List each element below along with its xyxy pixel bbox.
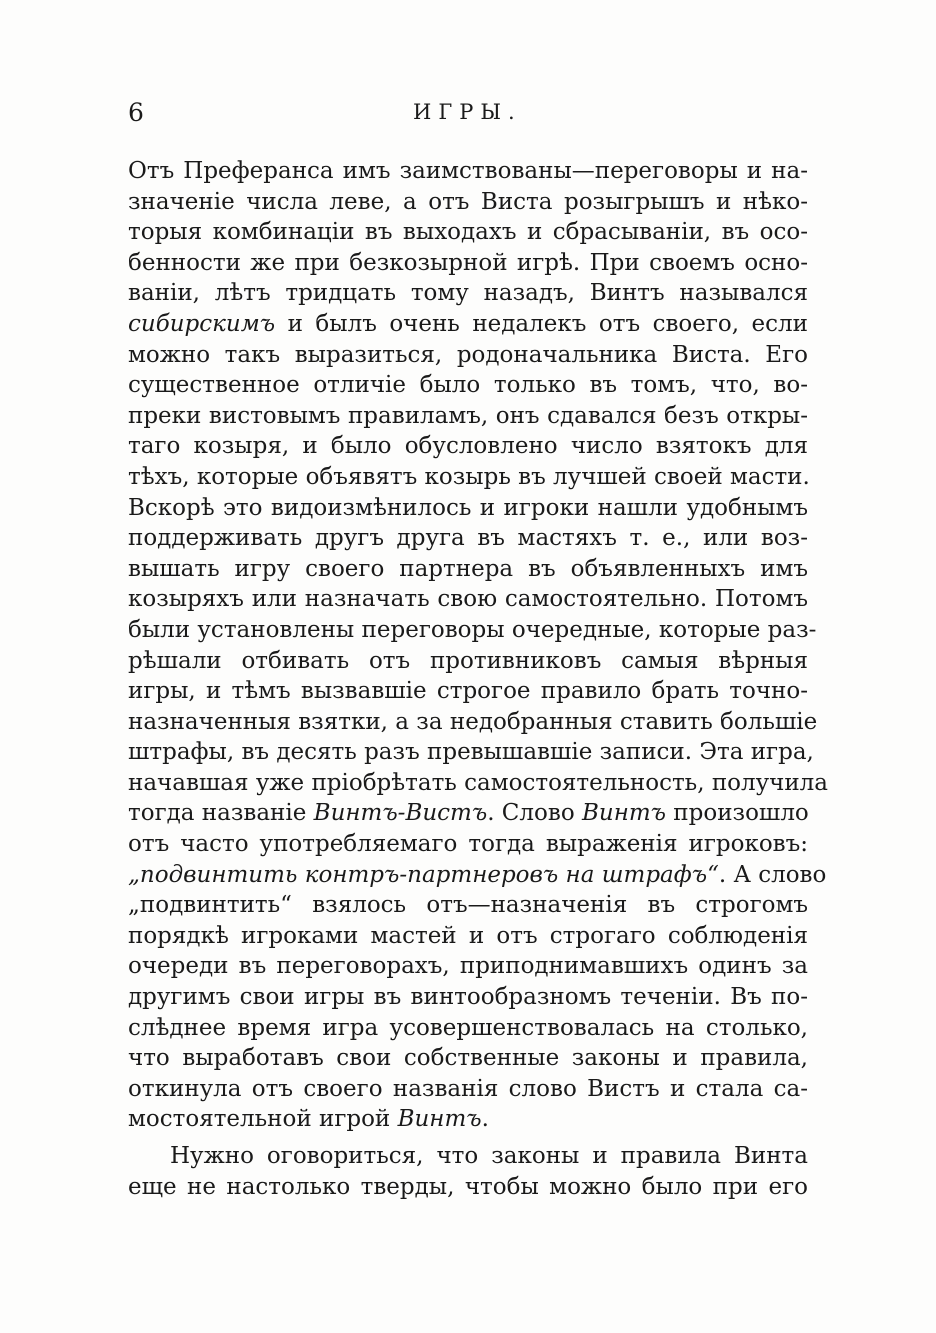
text-line: Нужно оговориться, что законы и правила Винта xyxy=(170,1143,808,1169)
text-line: очереди въ переговорахъ, приподнимавшихъ одинъ за xyxy=(128,953,808,980)
text-line: назначенныя взятки, а за недобранныя ставить большіе xyxy=(128,708,818,735)
italic-term: сибирскимъ xyxy=(128,310,276,337)
running-title: ИГРЫ. xyxy=(413,100,522,124)
text-line: слѣднее время игра усовершенствовалась на столько, xyxy=(128,1014,808,1041)
text-line: значеніе числа леве, а отъ Виста розыгрышъ и нѣко- xyxy=(128,188,808,215)
italic-term: Винтъ xyxy=(581,800,666,827)
text-line: были установлены переговоры очередные, которые раз- xyxy=(128,616,817,643)
text-line: откинула отъ своего названія слово Вистъ и стала са- xyxy=(128,1075,808,1102)
text-line: штрафы, въ десять разъ превышавшіе записи. Эта игра, xyxy=(128,739,814,766)
text-line: торыя комбинаціи въ выходахъ и сбрасываніи, въ осо- xyxy=(128,219,808,246)
text-line: порядкѣ игроками мастей и отъ строгаго соблюденія xyxy=(128,922,808,949)
text-line: другимъ свои игры въ винтообразномъ теченіи. Въ по- xyxy=(128,984,808,1011)
text-line: игры, и тѣмъ вызвавшіе строгое правило брать точно- xyxy=(128,678,808,705)
text-line: тогда названіе Винтъ-Вистъ. Слово Винтъ произошло xyxy=(128,800,809,827)
page-number: 6 xyxy=(128,98,144,127)
text-line: сибирскимъ и былъ очень недалекъ отъ своего, если xyxy=(128,310,808,337)
text-line: вышать игру своего партнера въ объявленныхъ имъ xyxy=(128,555,808,582)
text-line: козыряхъ или назначать свою самостоятельно. Потомъ xyxy=(128,586,808,613)
text-line: рѣшали отбивать отъ противниковъ самыя вѣрныя xyxy=(128,647,808,674)
text-line: можно такъ выразиться, родоначальника Виста. Его xyxy=(128,341,808,368)
text-line: Отъ Преферанса имъ заимствованы—переговоры и на- xyxy=(128,158,808,184)
text-line: таго козыря, и было обусловлено число взятокъ для xyxy=(128,433,808,460)
text-line: поддерживать другъ друга въ мастяхъ т. е., или воз- xyxy=(128,525,808,552)
text-line: тѣхъ, которые объявятъ козырь въ лучшей своей масти. xyxy=(128,463,810,490)
italic-quote: „подвинтить контръ-партнеровъ на штрафъ“ xyxy=(128,861,719,888)
text-line: Вскорѣ это видоизмѣнилось и игроки нашли удобнымъ xyxy=(128,494,808,521)
text-line: „подвинтить контръ-партнеровъ на штрафъ“. А слово xyxy=(128,861,827,888)
text-line: существенное отличіе было только въ томъ, что, во- xyxy=(128,372,808,399)
italic-term: Винтъ-Вистъ xyxy=(313,800,488,827)
italic-term: Винтъ xyxy=(397,1106,482,1133)
text-line: что выработавъ свои собственные законы и правила, xyxy=(128,1045,808,1072)
text-line: мостоятельной игрой Винтъ. xyxy=(128,1106,489,1133)
page-header xyxy=(128,98,808,138)
body-text xyxy=(128,156,828,1202)
text-line: ваніи, лѣтъ тридцать тому назадъ, Винтъ назывался xyxy=(128,280,808,307)
text-line: бенности же при безкозырной игрѣ. При своемъ осно- xyxy=(128,249,808,276)
text-line: „подвинтить“ взялось отъ—назначенія въ строгомъ xyxy=(128,892,808,919)
text-line: еще не настолько тверды, чтобы можно было при его xyxy=(128,1173,808,1200)
text-line: преки вистовымъ правиламъ, онъ сдавался безъ откры- xyxy=(128,402,808,429)
text-line: отъ часто употребляемаго тогда выраженія игроковъ: xyxy=(128,831,808,858)
text-line: начавшая уже пріобрѣтать самостоятельность, получила xyxy=(128,769,828,796)
